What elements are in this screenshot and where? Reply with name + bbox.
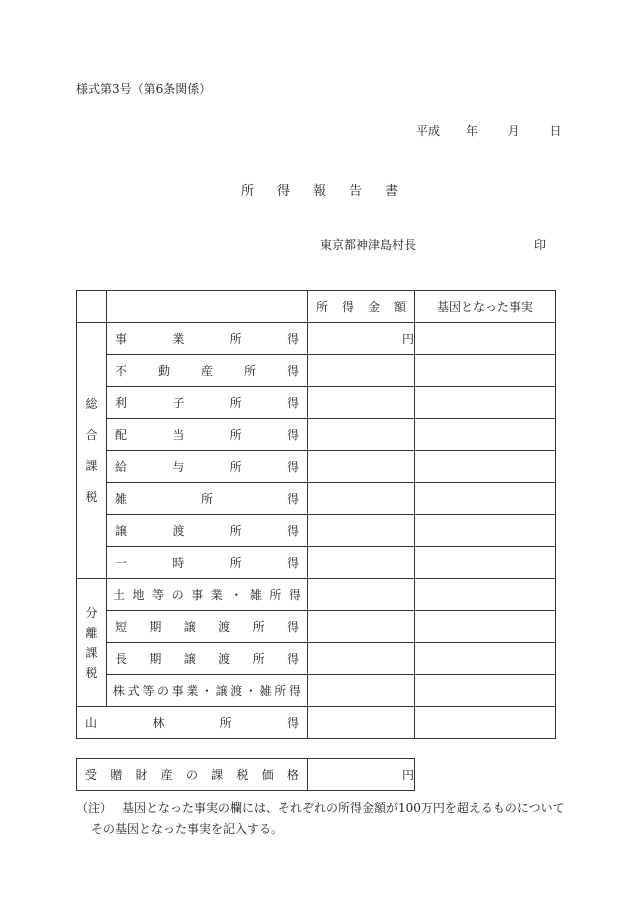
footnote	[76, 798, 565, 840]
gift-label	[77, 759, 308, 791]
row-label-char: 渡	[230, 684, 243, 698]
row-label-char: 業	[186, 684, 199, 698]
row-label-char: 得	[286, 460, 299, 474]
amount-cell[interactable]: 円	[308, 323, 415, 355]
row-label	[107, 675, 308, 707]
row-label-char: 所	[229, 332, 242, 346]
title-char: 書	[385, 184, 399, 199]
gift-label-char: 課	[211, 768, 224, 782]
gift-label-char: 受	[85, 768, 98, 782]
row-label-char: の	[156, 684, 169, 698]
row-label	[107, 355, 308, 387]
gift-label-char: 産	[160, 768, 173, 782]
amount-cell[interactable]	[308, 483, 415, 515]
row-label	[107, 483, 308, 515]
title-char: 得	[277, 184, 291, 199]
fact-cell[interactable]	[415, 355, 556, 387]
group-char: 課	[85, 645, 98, 660]
row-label-char: 林	[152, 716, 165, 730]
fact-cell[interactable]	[415, 451, 556, 483]
row-label-char: 所	[269, 588, 282, 602]
row-label-char: 式	[127, 684, 140, 698]
gift-label-char: 価	[261, 768, 274, 782]
date-era: 平成	[416, 124, 441, 138]
document-title	[241, 180, 421, 199]
fact-cell[interactable]	[415, 515, 556, 547]
fact-cell[interactable]	[415, 579, 556, 611]
group-char: 総	[85, 396, 98, 411]
gift-label-char: 税	[236, 768, 249, 782]
row-label-char: 雑	[259, 684, 272, 698]
title-char: 所	[241, 184, 255, 199]
row-label-char: 長	[115, 652, 128, 666]
row-label-char: 等	[142, 684, 155, 698]
table-row	[77, 451, 556, 483]
note-line-1: 基因となった事実の欄には、それぞれの所得金額が100万円を超えるものについて	[122, 801, 565, 815]
gift-label-char: 贈	[110, 768, 123, 782]
row-label-char: 渡	[218, 620, 231, 634]
row-label-char: 所	[219, 716, 232, 730]
amount-cell[interactable]	[308, 579, 415, 611]
row-label-char: 得	[286, 556, 299, 570]
row-label	[107, 451, 308, 483]
group-char: 離	[85, 625, 98, 640]
gift-amount-cell[interactable]: 円	[308, 759, 415, 791]
row-label-char: 短	[115, 620, 128, 634]
table-row	[77, 707, 556, 739]
row-label-sanrin	[77, 707, 308, 739]
form-number: 様式第3号（第6条関係）	[76, 82, 212, 96]
row-label-char: 譲	[115, 524, 128, 538]
table-row	[77, 355, 556, 387]
row-label-char: 与	[172, 460, 185, 474]
row-label-char: 配	[115, 428, 128, 442]
table-row	[77, 419, 556, 451]
row-label	[107, 515, 308, 547]
header-amount-char: 金	[367, 300, 380, 314]
row-label-char: 利	[115, 396, 128, 410]
row-label-char: 得	[286, 364, 299, 378]
row-label-char: 雑	[115, 492, 128, 506]
row-label-char: 期	[149, 620, 162, 634]
row-label-char: ・	[200, 684, 213, 698]
amount-cell[interactable]	[308, 675, 415, 707]
group-char: 税	[85, 665, 98, 680]
group-bunri	[77, 579, 107, 707]
table-row	[77, 611, 556, 643]
row-label-char: 子	[172, 396, 185, 410]
group-char: 合	[85, 427, 98, 442]
amount-cell[interactable]	[308, 451, 415, 483]
table-row	[77, 547, 556, 579]
title-char: 報	[313, 184, 327, 199]
row-label	[107, 643, 308, 675]
row-label-char: 得	[286, 428, 299, 442]
fact-cell[interactable]	[415, 675, 556, 707]
row-label-char: 株	[113, 684, 126, 698]
row-label-char: 得	[286, 652, 299, 666]
row-label-char: 譲	[183, 620, 196, 634]
amount-cell[interactable]	[308, 355, 415, 387]
row-label-char: 等	[152, 588, 165, 602]
gift-label-char: の	[185, 768, 198, 782]
header-amount-char: 額	[393, 300, 406, 314]
amount-cell[interactable]	[308, 515, 415, 547]
amount-cell[interactable]	[308, 707, 415, 739]
amount-cell[interactable]	[308, 611, 415, 643]
row-label-char: 所	[229, 460, 242, 474]
row-label-char: 所	[252, 620, 265, 634]
row-label-char: 事	[171, 684, 184, 698]
table-row	[77, 483, 556, 515]
row-label-char: 地	[132, 588, 145, 602]
income-table	[76, 290, 556, 739]
row-label	[107, 387, 308, 419]
row-label-char: 雑	[249, 588, 262, 602]
row-label-char: 譲	[183, 652, 196, 666]
row-label-char: 渡	[218, 652, 231, 666]
gift-row	[77, 759, 415, 791]
amount-cell[interactable]	[308, 643, 415, 675]
group-char: 分	[85, 605, 98, 620]
row-label-char: ・	[244, 684, 257, 698]
seal-mark: 印	[534, 238, 547, 252]
fact-cell[interactable]	[415, 483, 556, 515]
row-label-char: 所	[229, 556, 242, 570]
date-year: 年	[465, 124, 478, 138]
header-blank-2	[107, 291, 308, 323]
row-label-char: 業	[210, 588, 223, 602]
row-label-char: 得	[286, 524, 299, 538]
addressee: 東京都神津島村長	[320, 238, 417, 252]
fact-cell[interactable]	[415, 643, 556, 675]
title-char: 告	[349, 184, 363, 199]
row-label-char: 得	[286, 620, 299, 634]
header-blank-1	[77, 291, 107, 323]
row-label-char: 動	[157, 364, 170, 378]
table-row	[77, 323, 556, 355]
group-char: 税	[85, 489, 98, 504]
row-label-char: 土	[113, 588, 126, 602]
fact-cell[interactable]	[415, 419, 556, 451]
row-label-char: 所	[229, 428, 242, 442]
row-label-char: ・	[230, 588, 243, 602]
amount-cell[interactable]	[308, 547, 415, 579]
row-label-char: 得	[286, 332, 299, 346]
row-label-char: 所	[252, 652, 265, 666]
row-label-char: 渡	[172, 524, 185, 538]
date-line	[416, 122, 562, 139]
row-label	[107, 419, 308, 451]
row-label-char: 一	[115, 556, 128, 570]
fact-cell[interactable]	[415, 387, 556, 419]
row-label-char: 時	[172, 556, 185, 570]
table-row	[77, 515, 556, 547]
table-row	[77, 579, 556, 611]
row-label-char: 山	[85, 716, 98, 730]
header-fact: 基因となった事実	[415, 291, 556, 323]
note-line-2: その基因となった事実を記入する。	[91, 822, 284, 836]
row-label-char: 給	[115, 460, 128, 474]
date-day: 日	[549, 124, 562, 138]
row-label-char: 得	[288, 588, 301, 602]
row-label-char: 当	[172, 428, 185, 442]
amount-cell[interactable]	[308, 419, 415, 451]
row-label-char: 期	[149, 652, 162, 666]
row-label-char: 得	[288, 684, 301, 698]
gift-label-char: 財	[135, 768, 148, 782]
group-char: 課	[85, 458, 98, 473]
row-label-char: 得	[286, 492, 299, 506]
row-label-char: 得	[286, 396, 299, 410]
row-label-char: の	[171, 588, 184, 602]
header-amount-char: 所	[316, 300, 329, 314]
fact-cell[interactable]	[415, 611, 556, 643]
row-label	[107, 323, 308, 355]
table-row	[77, 675, 556, 707]
table-row	[77, 643, 556, 675]
row-label-char: 事	[115, 332, 128, 346]
gift-label-char: 格	[286, 768, 299, 782]
note-marker: （注）	[76, 801, 113, 815]
row-label	[107, 611, 308, 643]
header-amount-char: 得	[341, 300, 354, 314]
amount-cell[interactable]	[308, 387, 415, 419]
row-label-char: 不	[115, 364, 128, 378]
row-label-char: 所	[229, 524, 242, 538]
row-label-char: 所	[243, 364, 256, 378]
row-label-char: 業	[172, 332, 185, 346]
fact-cell[interactable]	[415, 547, 556, 579]
row-label	[107, 547, 308, 579]
row-label-char: 産	[200, 364, 213, 378]
fact-cell[interactable]	[415, 707, 556, 739]
table-header-row	[77, 291, 556, 323]
group-sogo	[77, 323, 107, 579]
row-label-char: 得	[286, 716, 299, 730]
row-label	[107, 579, 308, 611]
fact-cell[interactable]	[415, 323, 556, 355]
row-label-char: 所	[200, 492, 213, 506]
row-label-char: 所	[274, 684, 287, 698]
gift-table	[76, 758, 415, 791]
row-label-char: 事	[191, 588, 204, 602]
header-amount	[308, 291, 415, 323]
row-label-char: 譲	[215, 684, 228, 698]
date-month: 月	[507, 124, 520, 138]
table-row	[77, 387, 556, 419]
row-label-char: 所	[229, 396, 242, 410]
